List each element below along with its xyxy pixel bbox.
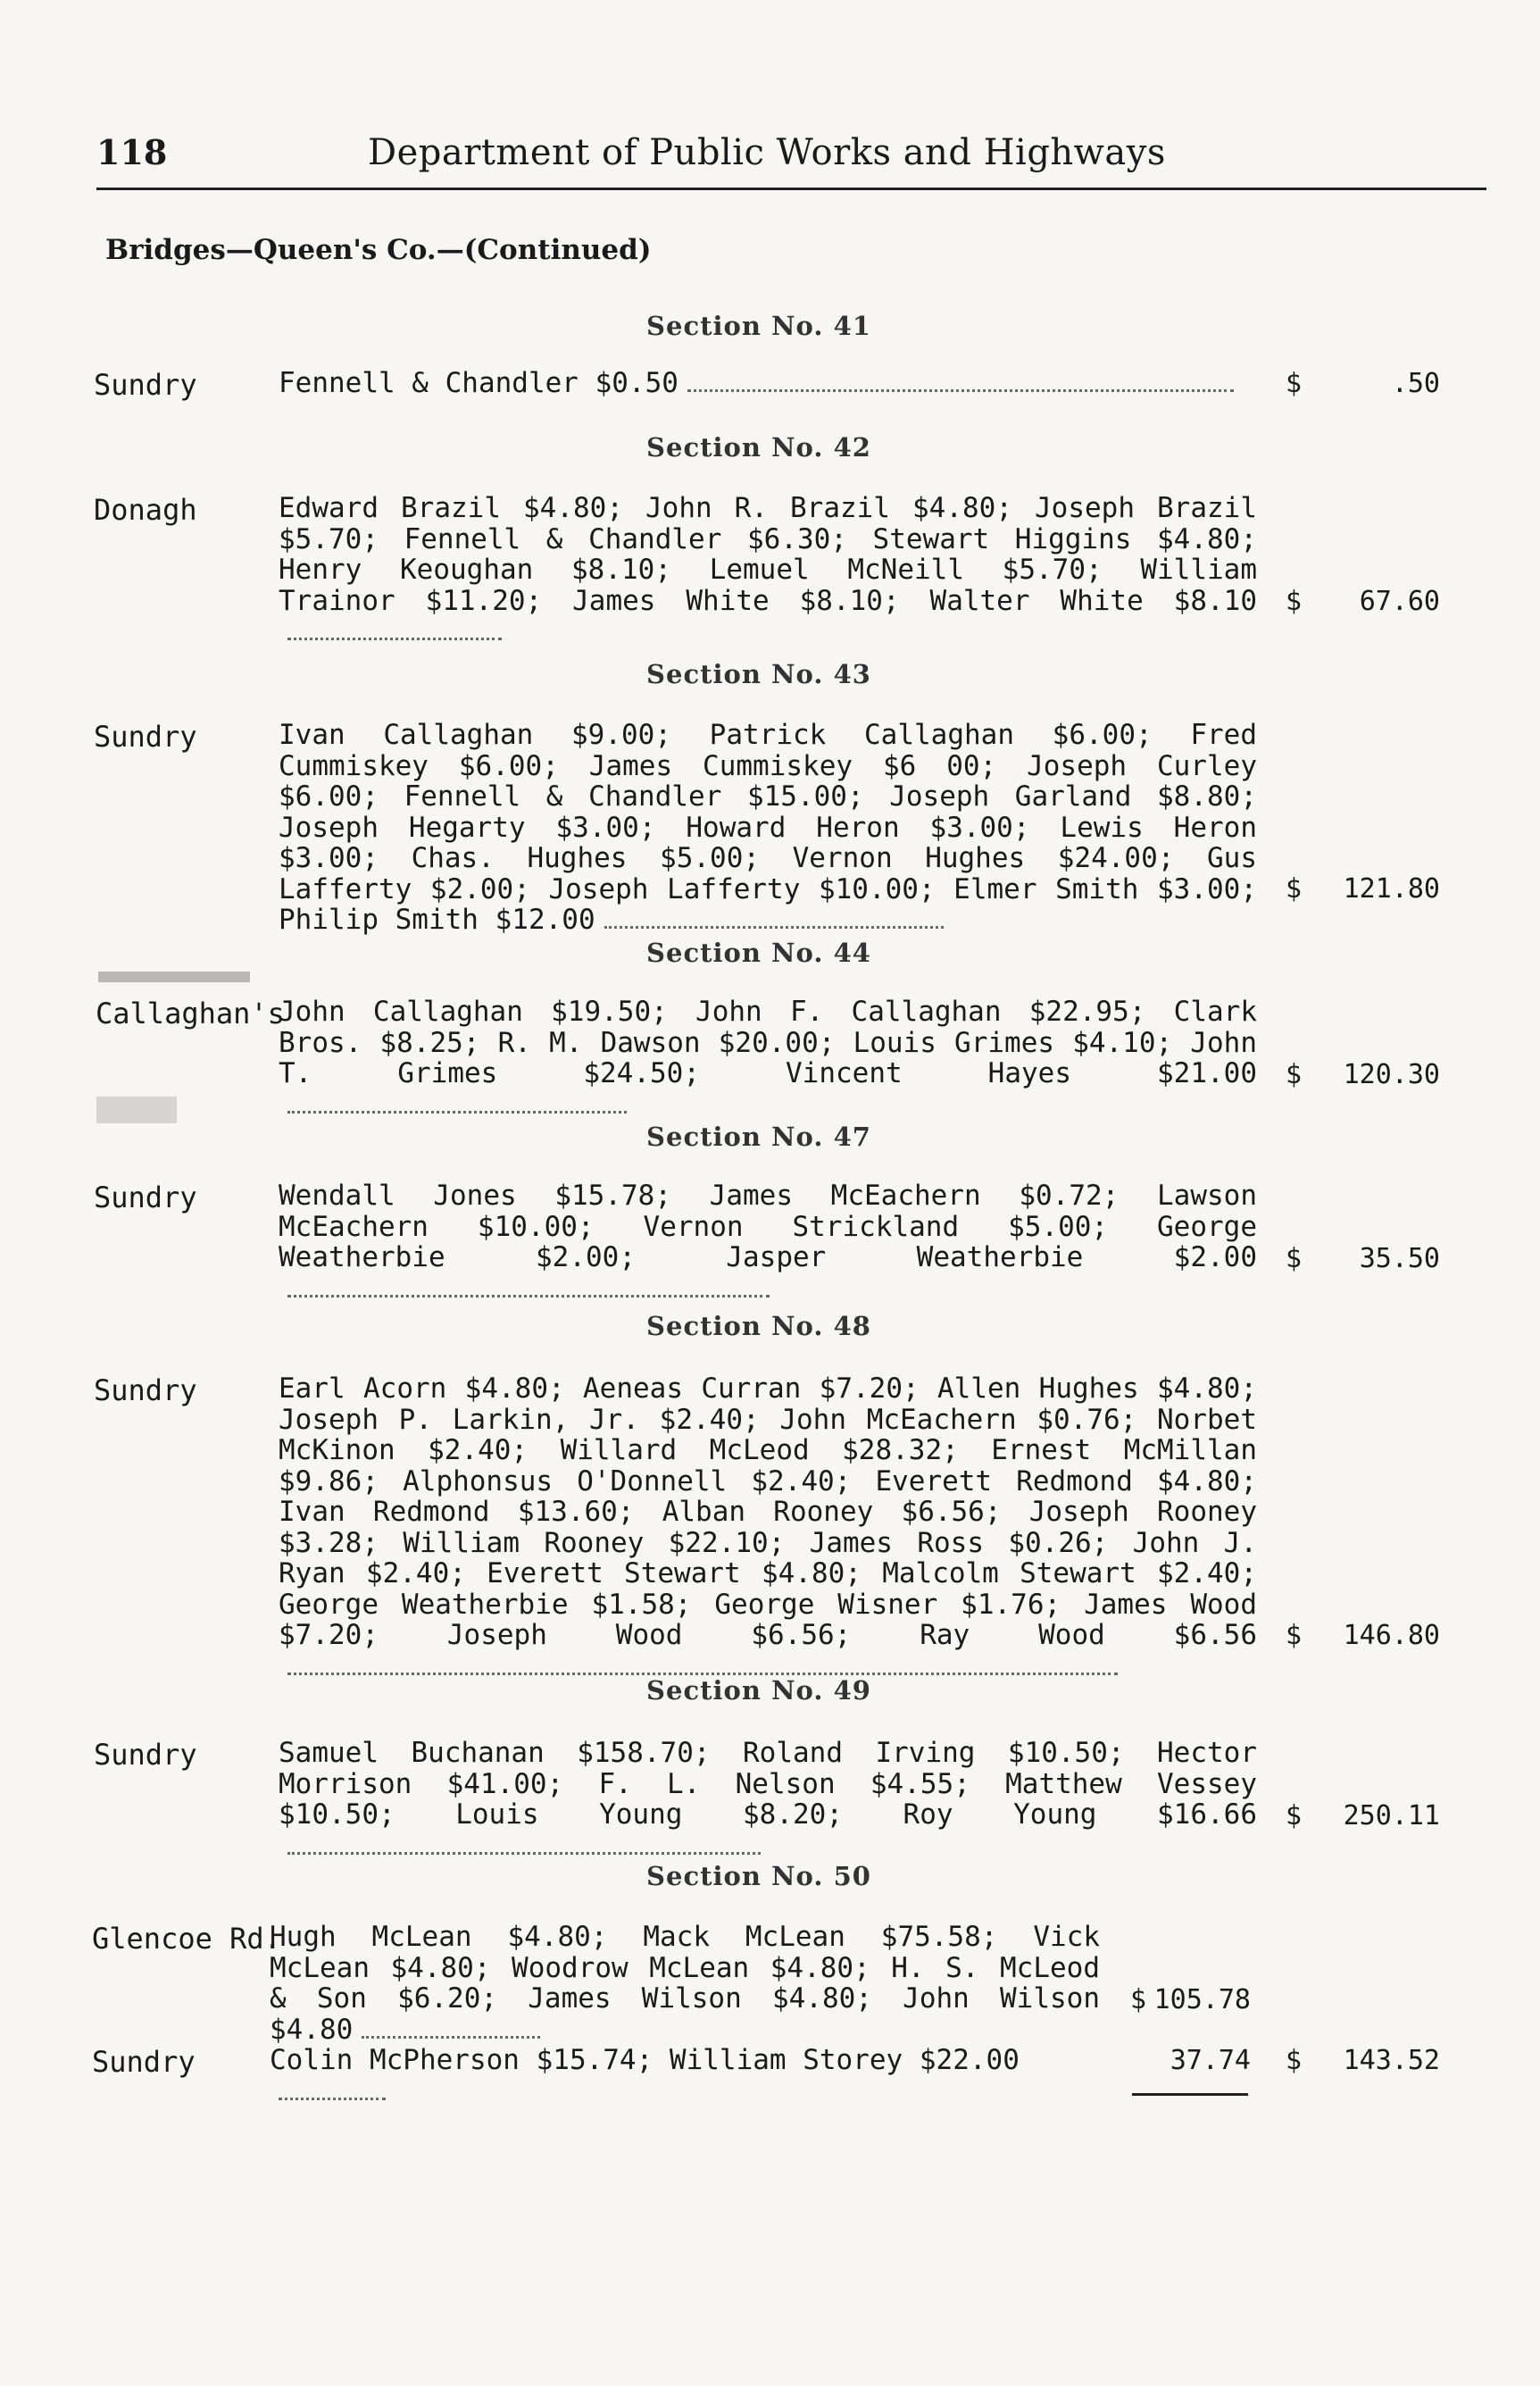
entry-text: John Callaghan $19.50; John F. Callaghan $22.95; Clark Bros. $8.25; R. M. Dawson $20.00; Louis Grimes $4.10; John T. Grimes $24.50; Vincent Hayes $21.00 [279,997,1257,1120]
dot-leader [279,2098,386,2100]
sum-rule [1132,2093,1248,2096]
subtotal-amount: 37.74 [1170,2045,1251,2076]
dollar-sign: $ [1286,586,1303,617]
entry-text: Ivan Callaghan $9.00; Patrick Callaghan $6.00; Fred Cummiskey $6.00; James Cummiskey $6 00; Joseph Curley $6.00; Fennell & Chandler $15.00; Joseph Garland $8.80; Joseph Hegarty $3.00; Howard Heron $3.00; Lewis Heron $3.00; Chas. Hughes $5.00; Vernon Hughes $24.00; Gus Lafferty $2.00; Joseph Lafferty $10.00; Elmer Smith $3.00; Philip Smith $12.00 [279,719,1257,936]
entry-amount: 67.60 [1359,586,1440,617]
entry-label: Sundry [94,720,197,754]
entry-label: Sundry [94,1738,197,1772]
entry-label: Sundry [94,1373,197,1407]
department-title: Department of Public Works and Highways [368,132,1166,173]
section-title-41: Section No. 41 [646,311,871,341]
section-heading: Bridges—Queen's Co.—(Continued) [105,234,652,266]
entry-text: Hugh McLean $4.80; Mack McLean $75.58; Vick McLean $4.80; Woodrow McLean $4.80; H. S. McLeod & Son $6.20; James Wilson $4.80; John Wilson $4.80 [270,1921,1100,2046]
dollar-sign: $ [1286,873,1303,905]
entry-text: Fennell & Chandler $0.50 [279,368,1257,399]
entry-label: Donagh [94,493,197,527]
dollar-sign: $ [1286,368,1303,399]
dot-leader [287,638,502,640]
dollar-sign: $ [1286,1620,1303,1651]
entry-text: Edward Brazil $4.80; John R. Brazil $4.80; Joseph Brazil $5.70; Fennell & Chandler $6.30; Stewart Higgins $4.80; Henry Keoughan $8.10; Lemuel McNeill $5.70; William Trainor $11.20; James White $8.10; Walter White $8.10 [279,493,1257,647]
entry-amount: 121.80 [1343,873,1440,905]
dot-leader [287,1111,627,1114]
entry-amount: .50 [1391,368,1440,399]
dollar-sign: $ [1286,1800,1303,1831]
section-title-50: Section No. 50 [646,1861,871,1891]
entry-label: Sundry [94,1180,197,1214]
dot-leader [287,1295,770,1297]
dot-leader [687,389,1234,392]
entry-label: Sundry [94,368,197,402]
header-rule [96,188,1486,190]
entry-amount: 143.52 [1343,2045,1440,2076]
print-smudge [96,1097,177,1123]
entry-label: Callaghan's [96,997,285,1030]
entry-amount: 120.30 [1343,1059,1440,1090]
subtotal-amount: 105.78 [1153,1984,1251,2015]
entry-amount: 35.50 [1359,1243,1440,1274]
section-title-49: Section No. 49 [646,1675,871,1706]
page-header [96,132,1489,195]
page-number: 118 [96,132,168,172]
subtotal-dollar-sign: $ [1130,1984,1147,2015]
section-title-48: Section No. 48 [646,1311,871,1341]
entry-label: Glencoe Rd. [92,1922,281,1956]
section-title-47: Section No. 47 [646,1122,871,1152]
entry-text: Wendall Jones $15.78; James McEachern $0.72; Lawson McEachern $10.00; Vernon Strickland $5.00; George Weatherbie $2.00; Jasper Weatherbie $2.00 [279,1180,1257,1304]
entry-text: Earl Acorn $4.80; Aeneas Curran $7.20; Allen Hughes $4.80; Joseph P. Larkin, Jr. $2.40; John McEachern $0.76; Norbet McKinon $2.40; Willard McLeod $28.32; Ernest McMillan $9.86; Alphonsus O'Donnell $2.40; Everett Redmond $4.80; Ivan Redmond $13.60; Alban Rooney $6.56; Joseph Rooney $3.28; William Rooney $22.10; James Ross $0.26; John J. Ryan $2.40; Everett Stewart $4.80; Malcolm Stewart $2.40; George Weatherbie $1.58; George Wisner $1.76; James Wood $7.20; Joseph Wood $6.56; Ray Wood $6.56 [279,1373,1257,1681]
section-title-44: Section No. 44 [646,938,871,968]
section-title-43: Section No. 43 [646,659,871,689]
dot-leader [287,1852,761,1855]
dollar-sign: $ [1286,1243,1303,1274]
entry-text: Samuel Buchanan $158.70; Roland Irving $10.50; Hector Morrison $41.00; F. L. Nelson $4.55; Matthew Vessey $10.50; Louis Young $8.20; Roy Young $16.66 [279,1738,1257,1861]
entry-amount: 146.80 [1343,1620,1440,1651]
dollar-sign: $ [1286,1059,1303,1090]
section-title-42: Section No. 42 [646,432,871,463]
entry-text: Colin McPherson $15.74; William Storey $22.00 [270,2045,1109,2107]
dollar-sign: $ [1286,2045,1303,2076]
entry-amount: 250.11 [1343,1800,1440,1831]
entry-label: Sundry [92,2045,196,2079]
dot-leader [604,926,944,929]
dot-leader [362,2036,540,2039]
print-smudge [98,972,250,982]
